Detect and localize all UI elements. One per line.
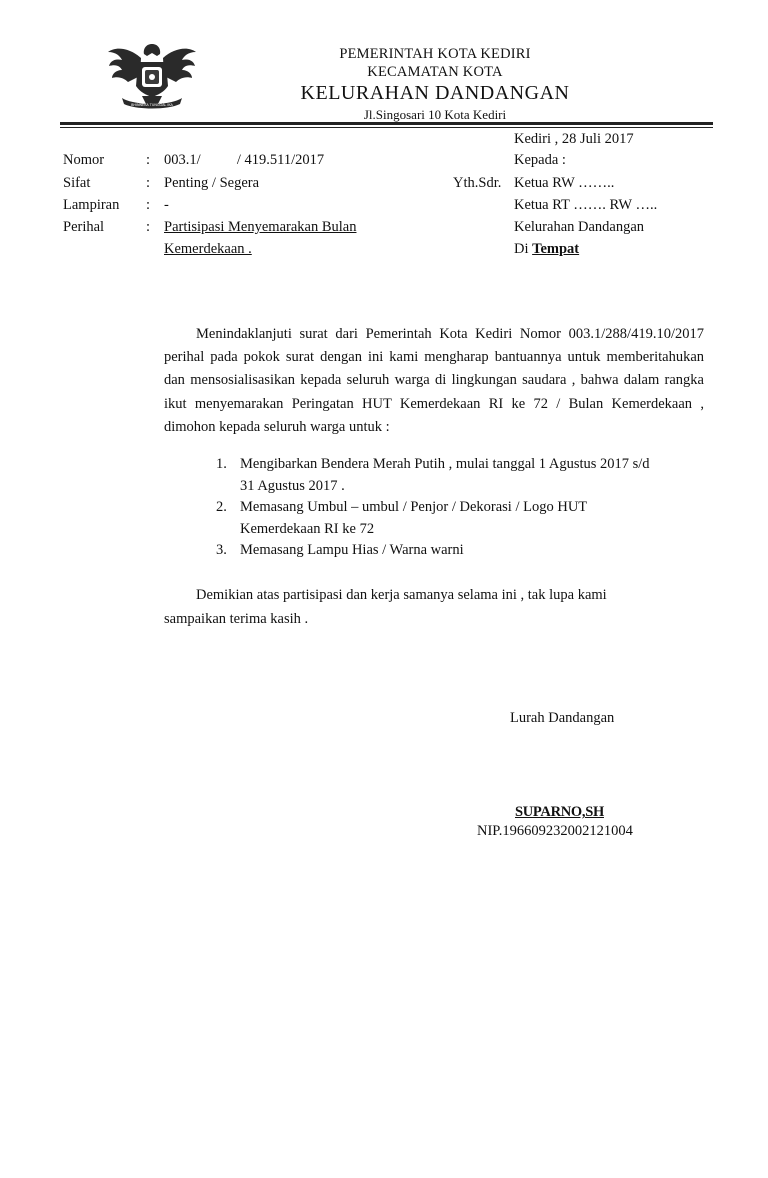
body-paragraph: Menindaklanjuti surat dari Pemerintah Kota Kediri Nomor 003.1/288/419.10/2017 perihal pada pokok surat dengan ini kami mengharap bantuannya untuk memberitahukan dan mensosialisasikan kepada seluruh warga di lingkungan saudara , bahwa dalam rangka ikut menyemarakan Peringatan HUT Kemerdekaan RI ke 72 / Bulan Kemerdekaan , dimohon kepada seluruh warga untuk :	[164, 326, 704, 435]
sep-lampiran: :	[146, 197, 151, 213]
label-lampiran: Lampiran	[63, 197, 120, 213]
sep-perihal: :	[146, 219, 151, 235]
value-nomor: 003.1/ / 419.511/2017	[164, 152, 325, 168]
sep-sifat: :	[146, 175, 151, 191]
list-item-number: 2.	[216, 499, 227, 515]
recipient-place-prefix: Di	[514, 241, 529, 257]
label-sifat: Sifat	[63, 175, 91, 191]
recipient-yth: Yth.Sdr.	[453, 175, 502, 191]
letterhead-district: KECAMATAN KOTA	[367, 64, 503, 80]
closing-line1: Demikian atas partisipasi dan kerja samanya selama ini , tak lupa kami	[196, 587, 607, 603]
value-sifat: Penting / Segera	[164, 175, 260, 191]
signature-name: SUPARNO,SH	[515, 804, 604, 820]
value-lampiran: -	[164, 197, 169, 213]
recipient-place	[514, 241, 579, 258]
recipient-rw: Ketua RW ……..	[514, 175, 615, 191]
garuda-emblem-icon	[106, 40, 198, 110]
label-nomor: Nomor	[63, 152, 105, 168]
letterhead-government: PEMERINTAH KOTA KEDIRI	[339, 46, 531, 62]
label-perihal: Perihal	[63, 219, 105, 235]
recipient-rt: Ketua RT ……. RW …..	[514, 197, 658, 213]
closing-line2: sampaikan terima kasih .	[164, 610, 309, 627]
letter-date: Kediri , 28 Juli 2017	[514, 131, 634, 147]
request-list	[216, 454, 710, 562]
sep-nomor: :	[146, 152, 151, 168]
list-item-line2: Kemerdekaan RI ke 72	[240, 520, 375, 537]
letterhead-office: KELURAHAN DANDANGAN	[300, 82, 570, 104]
emblem-banner: BHINNEKA TUNGGAL IKA	[131, 103, 173, 107]
list-item-number: 3.	[216, 542, 227, 558]
value-perihal-line2: Kemerdekaan .	[164, 241, 252, 257]
value-perihal-line1: Partisipasi Menyemarakan Bulan	[164, 219, 357, 235]
list-item-line1: Memasang Lampu Hias / Warna warni	[240, 542, 464, 558]
signature-nip: NIP.196609232002121004	[477, 823, 633, 839]
recipient-kelurahan: Kelurahan Dandangan	[514, 219, 645, 235]
list-item-line2: 31 Agustus 2017 .	[240, 477, 345, 494]
recipient-kepada: Kepada :	[514, 152, 566, 168]
list-item-number: 1.	[216, 456, 227, 472]
recipient-place-name: Tempat	[532, 241, 580, 257]
list-item	[216, 454, 710, 497]
letterhead-address: Jl.Singosari 10 Kota Kediri	[363, 107, 507, 122]
signature-title: Lurah Dandangan	[510, 710, 615, 726]
closing-paragraph	[164, 584, 664, 631]
letterhead-rule-thin	[60, 127, 713, 128]
list-item	[216, 497, 710, 540]
list-item-line1: Mengibarkan Bendera Merah Putih , mulai tanggal 1 Agustus 2017 s/d	[240, 456, 650, 472]
list-item	[216, 540, 710, 562]
letterhead-rule-thick	[60, 122, 713, 125]
list-item-line1: Memasang Umbul – umbul / Penjor / Dekorasi / Logo HUT	[240, 499, 588, 515]
